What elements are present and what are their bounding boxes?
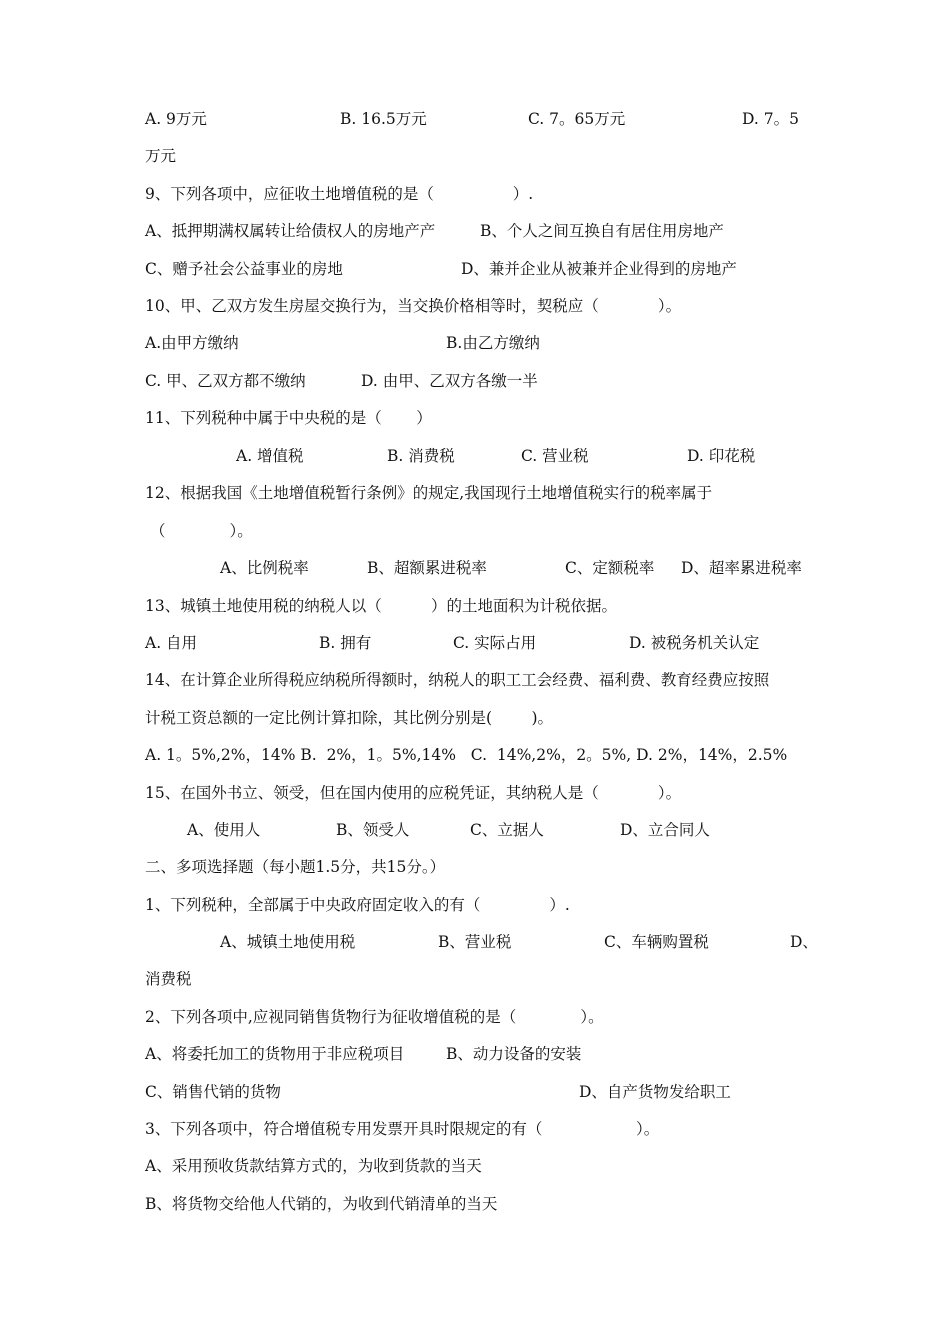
text-line-10-part-4: D. 印花税 — [687, 447, 756, 465]
text-line-9-part-1: 11、下列税种中属于中央税的是（ ） — [145, 409, 432, 427]
text-line-5-part-2: D、兼并企业从被兼并企业得到的房地产 — [461, 260, 737, 278]
text-line-10-part-1: A. 增值税 — [236, 447, 304, 465]
text-line-26-part-1: A、将委托加工的货物用于非应税项目 — [145, 1045, 405, 1063]
text-line-1-part-4: D. 7。5 — [742, 110, 799, 128]
text-line-7-part-1: A.由甲方缴纳 — [145, 334, 239, 352]
text-line-8-part-1: C. 甲、乙双方都不缴纳 — [145, 372, 306, 390]
text-line-20-part-4: D、立合同人 — [620, 821, 710, 839]
text-line-7-part-2: B.由乙方缴纳 — [446, 334, 540, 352]
text-line-5-part-1: C、赠予社会公益事业的房地 — [145, 260, 343, 278]
text-line-24-part-1: 消费税 — [145, 970, 192, 988]
text-line-10-part-2: B. 消费税 — [387, 447, 455, 465]
text-line-27-part-2: D、自产货物发给职工 — [579, 1083, 731, 1101]
text-line-23-part-3: C、车辆购置税 — [604, 933, 709, 951]
text-line-23-part-2: B、营业税 — [438, 933, 512, 951]
text-line-15-part-1: A. 自用 — [145, 634, 198, 652]
text-line-1-part-3: C. 7。65万元 — [528, 110, 626, 128]
text-line-13-part-1: A、比例税率 — [220, 559, 309, 577]
text-line-28-part-1: 3、下列各项中，符合增值税专用发票开具时限规定的有（ ）。 — [145, 1120, 660, 1138]
text-line-13-part-4: D、超率累进税率 — [681, 559, 802, 577]
text-line-11-part-1: 12、根据我国《土地增值税暂行条例》的规定,我国现行土地增值税实行的税率属于 — [145, 484, 713, 502]
text-line-15-part-3: C. 实际占用 — [453, 634, 537, 652]
text-line-29-part-1: A、采用预收货款结算方式的，为收到货款的当天 — [145, 1157, 482, 1175]
text-line-1-part-1: A. 9万元 — [145, 110, 207, 128]
text-line-3-part-1: 9、下列各项中，应征收土地增值税的是（ ）. — [145, 185, 534, 203]
text-line-30-part-1: B、将货物交给他人代销的，为收到代销清单的当天 — [145, 1195, 498, 1213]
text-line-26-part-2: B、动力设备的安装 — [446, 1045, 582, 1063]
text-line-25-part-1: 2、下列各项中,应视同销售货物行为征收增值税的是（ ）。 — [145, 1008, 604, 1026]
text-line-18-part-1: A. 1。5%,2%，14% B. 2%，1。5%,14% C. 14%,2%，2。5%, D. 2%，14%，2.5% — [145, 746, 788, 764]
text-line-10-part-3: C. 营业税 — [521, 447, 589, 465]
text-line-16-part-1: 14、在计算企业所得税应纳税所得额时，纳税人的职工工会经费、福利费、教育经费应按照 — [145, 671, 770, 689]
text-line-23-part-1: A、城镇土地使用税 — [220, 933, 356, 951]
text-line-20-part-2: B、领受人 — [336, 821, 410, 839]
text-line-6-part-1: 10、甲、乙双方发生房屋交换行为，当交换价格相等时，契税应（ ）。 — [145, 297, 682, 315]
text-line-17-part-1: 计税工资总额的一定比例计算扣除，其比例分别是( )。 — [145, 709, 554, 727]
text-line-15-part-2: B. 拥有 — [319, 634, 372, 652]
text-line-15-part-4: D. 被税务机关认定 — [629, 634, 760, 652]
text-line-21-part-1: 二、多项选择题（每小题1.5分，共15分。） — [145, 858, 446, 876]
text-line-4-part-2: B、个人之间互换自有居住用房地产 — [480, 222, 724, 240]
text-line-2-part-1: 万元 — [145, 147, 177, 165]
text-line-13-part-3: C、定额税率 — [565, 559, 655, 577]
text-line-20-part-3: C、立据人 — [470, 821, 544, 839]
text-line-20-part-1: A、使用人 — [187, 821, 261, 839]
text-line-23-part-4: D、 — [790, 933, 818, 951]
text-line-22-part-1: 1、下列税种，全部属于中央政府固定收入的有（ ）. — [145, 896, 570, 914]
text-line-14-part-1: 13、城镇土地使用税的纳税人以（ ）的土地面积为计税依据。 — [145, 597, 617, 615]
text-line-19-part-1: 15、在国外书立、领受，但在国内使用的应税凭证，其纳税人是（ ）。 — [145, 784, 682, 802]
text-line-12-part-1: （ ）。 — [150, 522, 253, 540]
text-line-13-part-2: B、超额累进税率 — [367, 559, 487, 577]
text-line-27-part-1: C、销售代销的货物 — [145, 1083, 281, 1101]
text-line-4-part-1: A、抵押期满权属转让给债权人的房地产产 — [145, 222, 436, 240]
text-line-1-part-2: B. 16.5万元 — [340, 110, 427, 128]
text-line-8-part-2: D. 由甲、乙双方各缴一半 — [361, 372, 538, 390]
